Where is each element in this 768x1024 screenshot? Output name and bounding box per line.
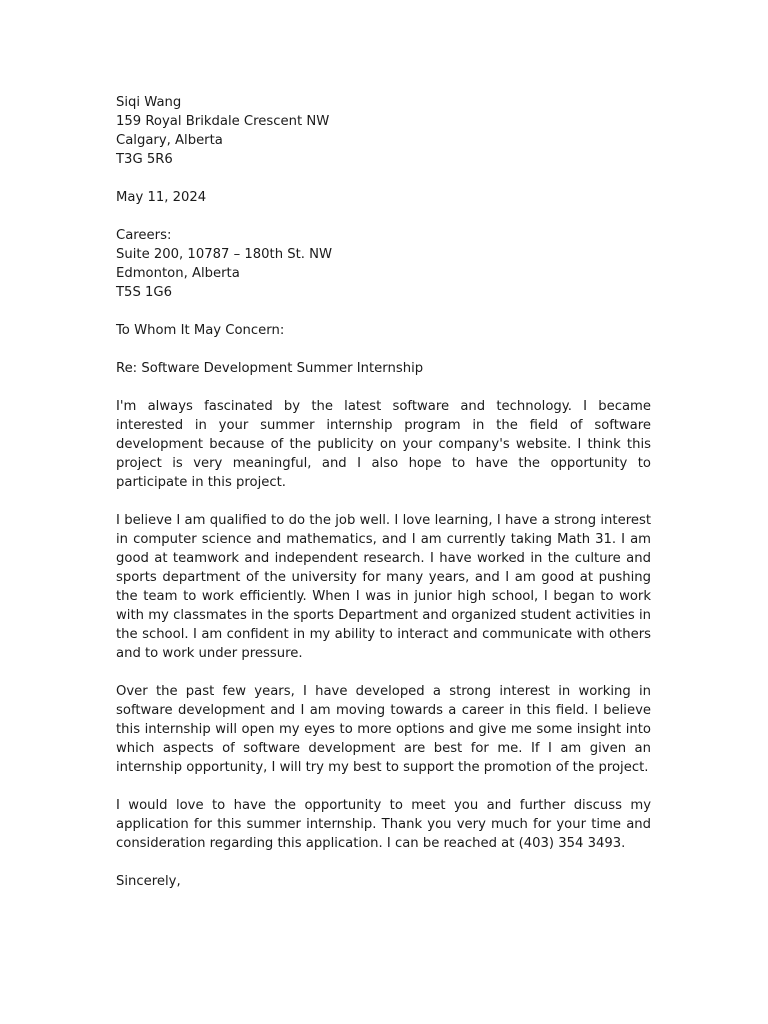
- sender-name: Siqi Wang: [116, 95, 182, 110]
- subject-line: Re: Software Development Summer Internship: [116, 361, 424, 376]
- closing: Sincerely,: [116, 874, 181, 889]
- sender-city: Calgary, Alberta: [116, 133, 223, 148]
- closing-block: [116, 872, 651, 891]
- body-paragraph-2: I believe I am qualified to do the job well. I love learning, I have a strong interest in computer science and mathematics, and I am currently taking Math 31. I am good at teamwork and independent research. I have worked in the culture and sports department of the university for many years, and I am good at pushing the team to work efficiently. When I was in junior high school, I began to work with my classmates in the sports Department and organized student activities in the school. I am confident in my ability to interact and communicate with others and to work under pressure.: [116, 513, 651, 661]
- recipient-name: Careers:: [116, 228, 172, 243]
- subject-block: [116, 359, 651, 378]
- body-paragraph-1: I'm always fascinated by the latest software and technology. I became interested in your summer internship program in the field of software development because of the publicity on your company's website. I think this project is very meaningful, and I also hope to have the opportunity to participate in this project.: [116, 399, 651, 490]
- body-paragraph-4: I would love to have the opportunity to meet you and further discuss my application for this summer internship. Thank you very much for your time and consideration regarding this application. I can be reached at (403) 354 3493.: [116, 798, 651, 851]
- letter-page: [116, 93, 651, 891]
- letter-date: May 11, 2024: [116, 190, 207, 205]
- recipient-address: [116, 226, 651, 302]
- sender-street: 159 Royal Brikdale Crescent NW: [116, 114, 330, 129]
- recipient-street: Suite 200, 10787 – 180th St. NW: [116, 247, 333, 262]
- sender-address: [116, 93, 651, 169]
- recipient-city: Edmonton, Alberta: [116, 266, 240, 281]
- sender-postal: T3G 5R6: [116, 152, 173, 167]
- body-paragraph-3: Over the past few years, I have developed a strong interest in working in software development and I am moving towards a career in this field. I believe this internship will open my eyes to more options and give me some insight into which aspects of software development are best for me. If I am given an internship opportunity, I will try my best to support the promotion of the project.: [116, 684, 651, 775]
- recipient-postal: T5S 1G6: [116, 285, 173, 300]
- salutation: To Whom It May Concern:: [116, 323, 285, 338]
- letter-date-block: [116, 188, 651, 207]
- salutation-block: [116, 321, 651, 340]
